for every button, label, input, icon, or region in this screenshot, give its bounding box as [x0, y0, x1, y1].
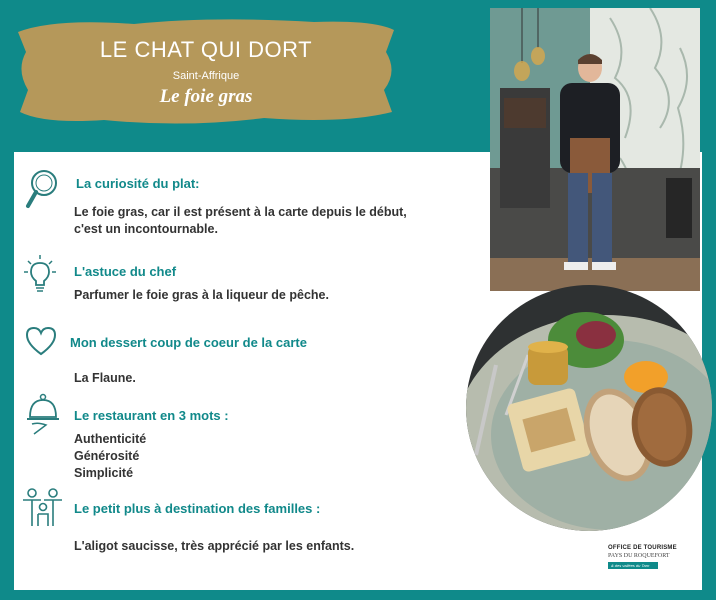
section-body-three-words	[74, 431, 146, 482]
logo-tagline-band	[608, 562, 658, 569]
logo-line-1: OFFICE DE TOURISME	[608, 545, 677, 551]
section-heading-three-words: Le restaurant en 3 mots :	[74, 408, 229, 423]
body-line: Générosité	[74, 449, 140, 463]
section-heading-chef-tip: L'astuce du chef	[74, 264, 177, 279]
title-banner	[14, 12, 398, 132]
logo-line-2: PAYS DU ROQUEFORT	[608, 553, 670, 559]
lightbulb-icon	[20, 254, 60, 299]
dish-photo	[466, 285, 712, 531]
body-line: L'aligot saucisse, très apprécié par les enfants.	[74, 539, 355, 553]
body-line: Parfumer le foie gras à la liqueur de pêche.	[74, 288, 329, 302]
section-body-chef-tip	[74, 287, 329, 304]
section-body-dessert	[74, 370, 136, 387]
heart-icon	[24, 324, 58, 363]
section-heading-curiosity: La curiosité du plat:	[76, 176, 200, 191]
restaurant-title: LE CHAT QUI DORT	[99, 37, 313, 62]
section-body-families	[74, 538, 354, 555]
logo-tagline: & des vallées du Tarn	[611, 563, 650, 568]
section-body-curiosity	[74, 204, 407, 238]
section-heading-dessert: Mon dessert coup de coeur de la carte	[70, 335, 307, 350]
cloche-icon	[26, 392, 60, 441]
dish-name: Le foie gras	[159, 86, 253, 107]
chef-photo	[490, 8, 700, 291]
body-line: La Flaune.	[74, 371, 136, 385]
body-line: Le foie gras, car il est présent à la carte depuis le début,	[74, 205, 407, 219]
magnifier-icon	[24, 168, 62, 215]
tourism-office-logo	[608, 540, 694, 582]
body-line: c'est un incontournable.	[74, 222, 218, 236]
body-line: Authenticité	[74, 432, 147, 446]
family-icon	[20, 486, 66, 537]
body-line: Simplicité	[74, 466, 134, 480]
town-subtitle: Saint-Affrique	[172, 70, 240, 82]
section-heading-families: Le petit plus à destination des familles :	[74, 501, 321, 516]
